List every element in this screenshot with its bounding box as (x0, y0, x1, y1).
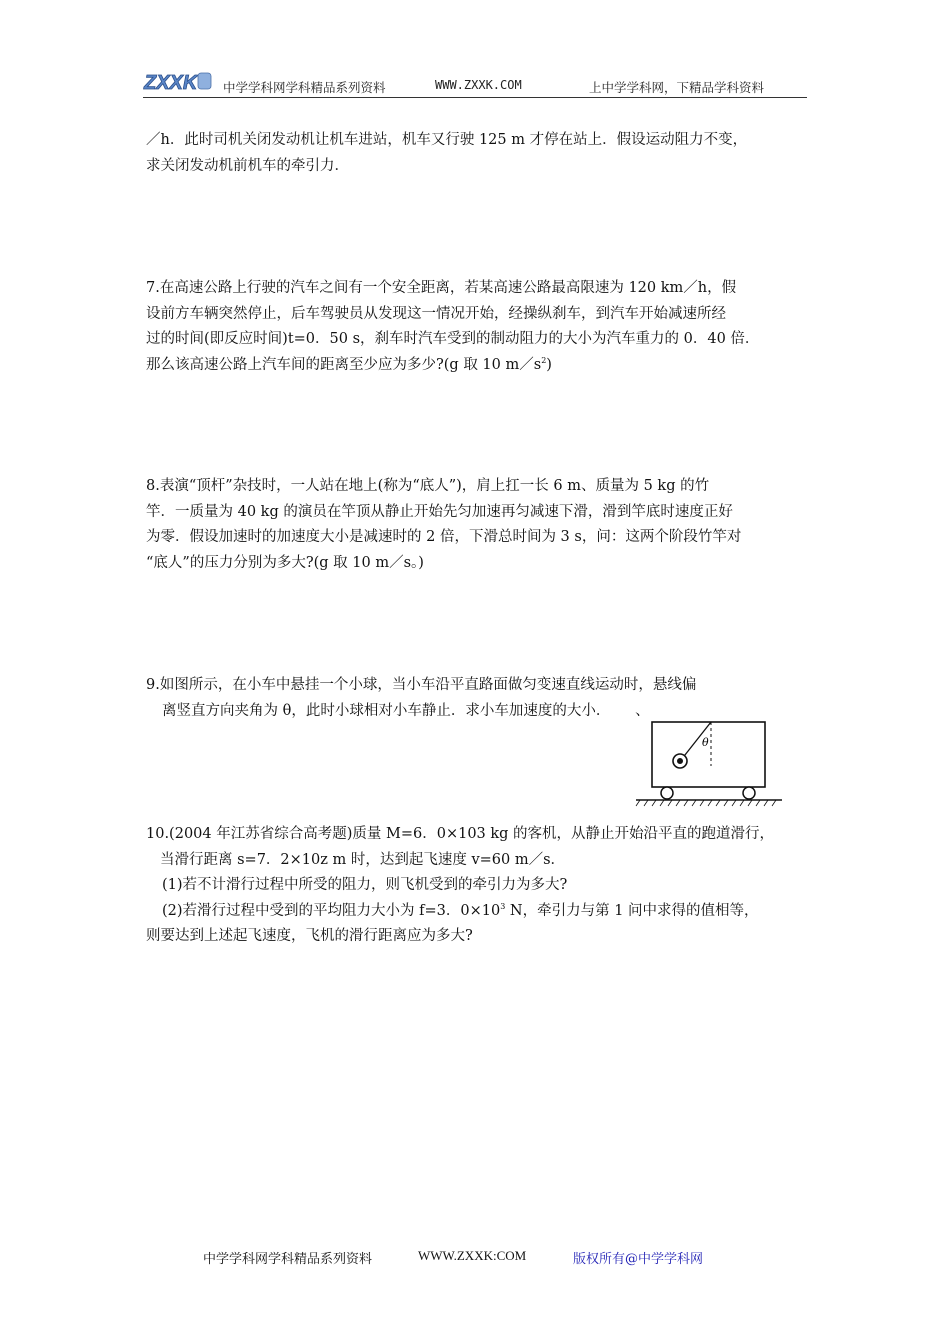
header-right-text: 上中学学科网，下精品学科资料 (589, 80, 765, 95)
cart-body (652, 722, 765, 787)
ground-hatching (636, 800, 776, 806)
footer-left-text: 中学学科网学科精品系列资料 (203, 1252, 373, 1267)
header-url: WWW.ZXXK.COM (435, 78, 522, 92)
text-line: (1)若不计滑行过程中所受的阻力，则飞机受到的牵引力为多大? (162, 877, 568, 893)
header-left-text: 中学学科网学科精品系列资料 (223, 80, 386, 95)
text-line: 8.表演“顶杆”杂技时，一人站在地上(称为“底人”)，肩上扛一长 6 m、质量为 5 kg 的竹 (146, 478, 710, 494)
svg-text:ZXXK: ZXXK (144, 72, 198, 94)
stray-mark: 、 (635, 702, 650, 719)
text-line: 过的时间(即反应时间)t=0．50 s，刹车时汽车受到的制动阻力的大小为汽车重力的 0．40 倍． (146, 331, 760, 347)
text-line: 9.如图所示，在小车中悬挂一个小球，当小车沿平直路面做匀变速直线运动时，悬线偏 (146, 677, 697, 693)
wheel-left (661, 787, 673, 799)
text-line: 竿．一质量为 40 kg 的演员在竿顶从静止开始先匀加速再匀减速下滑，滑到竿底时速度正好 (146, 503, 733, 520)
page-header (143, 66, 807, 98)
cart-pendulum-diagram (630, 704, 785, 808)
text-line: 当滑行距离 s=7．2×10z m 时，达到起飞速度 v=60 m／s． (160, 851, 566, 868)
text-line: 那么该高速公路上汽车间的距离至少应为多少?(g 取 10 $m/s^2$) (146, 355, 552, 373)
angle-theta-label: θ (702, 736, 709, 749)
text-line: 离竖直方向夹角为 θ，此时小球相对小车静止．求小车加速度的大小． 、 (162, 702, 650, 719)
question-6-continuation (146, 128, 814, 179)
text-line: 求关闭发动机前机车的牵引力． (146, 157, 349, 174)
footer-copyright-link[interactable]: 版权所有@中学学科网 (573, 1252, 704, 1267)
text-line: 设前方车辆突然停止，后车驾驶员从发现这一情况开始，经操纵刹车，到汽车开始减速所经 (146, 305, 726, 322)
header-rule (143, 97, 807, 98)
text-line: (2)若滑行过程中受到的平均阻力大小为 f=3．$0\times 10^3$ N，牵引力与第 1 问中求得的值相等， (162, 901, 759, 919)
text-line: ／h．此时司机关闭发动机让机车进站，机车又行驶 125 m 才停在站上．假设运动阻力不变， (146, 132, 748, 148)
text-line: “底人”的压力分别为多大?(g 取 10 m／s。) (146, 554, 424, 571)
question-7 (146, 276, 814, 378)
zxxk-logo (143, 68, 213, 94)
footer-url: WWW.ZXXK:COM (418, 1248, 527, 1263)
text-line: 7.在高速公路上行驶的汽车之间有一个安全距离，若某高速公路最高限速为 120 km／h，假 (146, 280, 737, 296)
wheel-right (743, 787, 755, 799)
text-line: 10.(2004 年江苏省综合高考题)质量 M=6．0×103 kg 的客机，从静止开始沿平直的跑道滑行， (146, 826, 775, 842)
question-10 (146, 822, 814, 950)
text-line: 为零．假设加速时的加速度大小是减速时的 2 倍，下滑总时间为 3 s，问：这两个阶段竹竿对 (146, 529, 742, 545)
question-8 (146, 474, 814, 576)
text-line: 则要达到上述起飞速度，飞机的滑行距离应为多大? (146, 928, 473, 944)
